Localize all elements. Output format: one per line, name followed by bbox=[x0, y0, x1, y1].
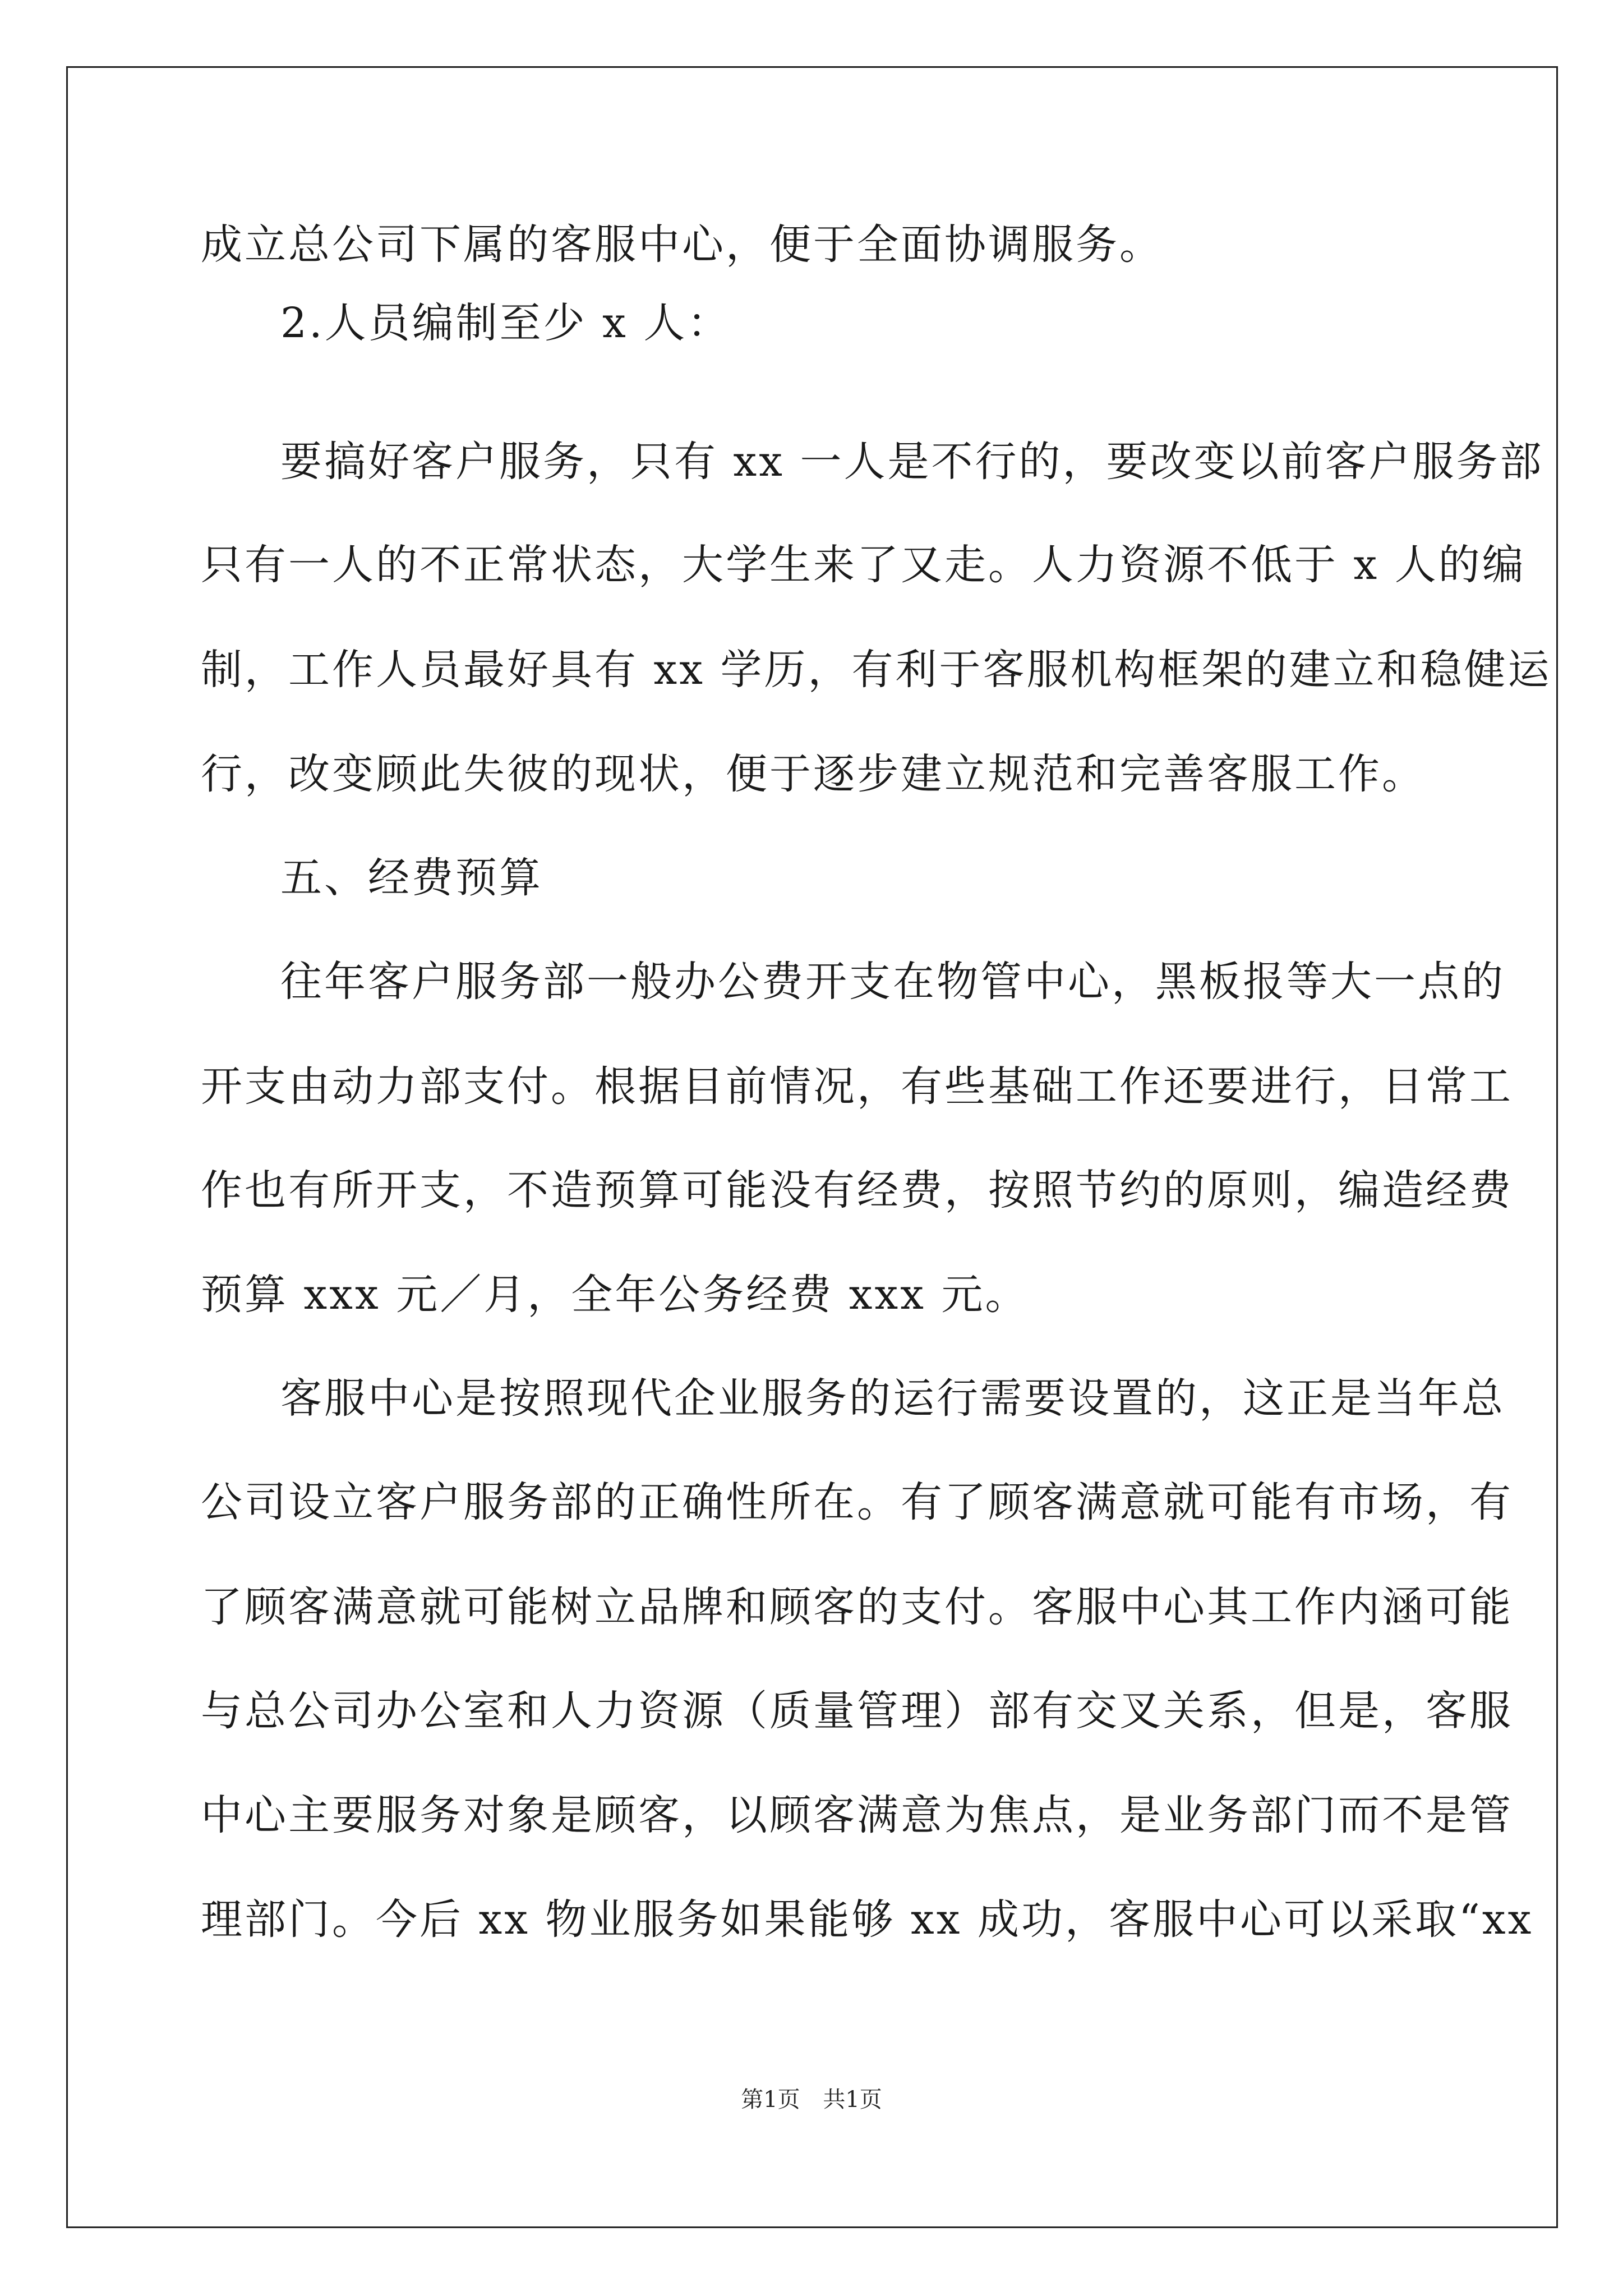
text-line: 只有一人的不正常状态，大学生来了又走。人力资源不低于 x 人的编 bbox=[201, 541, 1526, 589]
text-line: 往年客户服务部一般办公费开支在物管中心，黑板报等大一点的 bbox=[280, 958, 1505, 1006]
text-line: 开支由动力部支付。根据目前情况，有些基础工作还要进行，日常工 bbox=[201, 1062, 1513, 1111]
text-line: 要搞好客户服务，只有 xx 一人是不行的，要改变以前客户服务部 bbox=[280, 438, 1544, 486]
text-line: 与总公司办公室和人力资源（质量管理）部有交叉关系，但是，客服 bbox=[201, 1687, 1513, 1735]
text-line: 理部门。今后 xx 物业服务如果能够 xx 成功，客服中心可以采取“xx bbox=[201, 1895, 1534, 1944]
text-line: 成立总公司下属的客服中心，便于全面协调服务。 bbox=[201, 220, 1163, 269]
text-line: 客服中心是按照现代企业服务的运行需要设置的，这正是当年总 bbox=[280, 1374, 1505, 1423]
section-heading: 五、经费预算 bbox=[280, 854, 543, 902]
text-line: 公司设立客户服务部的正确性所在。有了顾客满意就可能有市场，有 bbox=[201, 1478, 1513, 1526]
text-line: 2.人员编制至少 x 人： bbox=[280, 299, 731, 347]
text-line: 制，工作人员最好具有 xx 学历，有利于客服机构框架的建立和稳健运 bbox=[201, 646, 1552, 694]
text-line: 作也有所开支，不造预算可能没有经费，按照节约的原则，编造经费 bbox=[201, 1166, 1513, 1214]
text-line: 中心主要服务对象是顾客，以顾客满意为焦点，是业务部门而不是管 bbox=[201, 1791, 1513, 1839]
text-line: 行，改变顾此失彼的现状，便于逐步建立规范和完善客服工作。 bbox=[201, 750, 1426, 798]
page-count: 共1页 bbox=[823, 2087, 882, 2113]
page-number: 第1页 bbox=[741, 2087, 800, 2113]
text-line: 预算 xxx 元／月，全年公务经费 xxx 元。 bbox=[201, 1271, 1029, 1319]
page-footer bbox=[0, 2086, 1623, 2114]
text-line: 了顾客满意就可能树立品牌和顾客的支付。客服中心其工作内涵可能 bbox=[201, 1583, 1513, 1631]
